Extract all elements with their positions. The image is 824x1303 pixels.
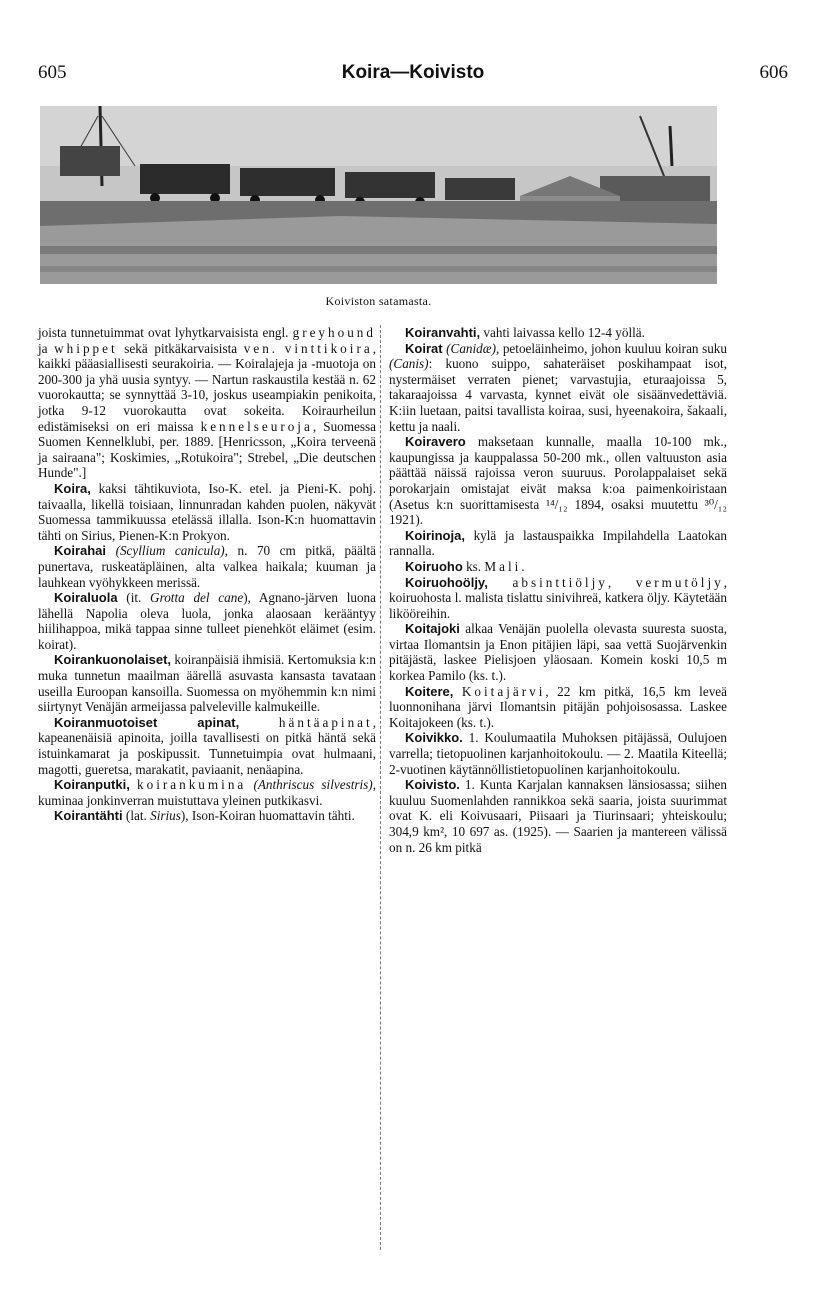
entry-text: whippet [54,340,118,356]
entry-headword: Koiravero [405,434,466,450]
entry-text: Grotta del cane [150,590,244,606]
entry-text: vinttikoira [284,340,373,356]
entry-text: (Canidæ) [446,340,496,356]
photo-caption: Koiviston satamasta. [325,294,432,308]
entry-paragraph [389,621,727,683]
entry-text: kennelseuroja [200,418,313,434]
harbor-photo [40,106,717,284]
entry-headword: Koitere, [405,683,454,699]
entry-text: , 22 km pitkä, 16,5 km leveä luonnonihana järvi Ilomantsin pitäjän pohjoisosassa. Laskee Koitajokeen (ks. t.). [389,683,728,730]
entry-paragraph [389,777,727,855]
entry-paragraph [389,684,727,731]
entry-text: : kuono suippo, sahateräiset poskihampaat isot, nystermäiset verraten pienet; varvastujia, eturaajoissa 5, takaraajoissa 4 varvasta, kynnet eivät ole sisäänvedettäviä. K:iin luetaan, paitsi tavallista koiraa, susi, hyeenakoira, šakaali, kettu ja naali. [389,356,727,434]
entry-text: alkaa Venäjän puolella olevasta suuresta suosta, virtaa Ilomantsin ja Enon pitäjien läpi, saa vettä Suojärvenkin pitäjästä, laskee Pielisjoen yläosaan. Komein koski 10,5 m korkea Pamilo (ks. t.). [389,621,727,684]
entry-text: kylä ja lastauspaikka Impilahdella Laatokan rannalla. [389,527,727,559]
left-column [38,325,376,824]
entry-headword: Koira, [54,480,91,496]
entry-paragraph [38,715,376,777]
entry-paragraph [389,730,727,777]
entry-paragraph [389,559,727,575]
entry-text: ), Ison-Koiran huomattavin tähti. [180,808,355,824]
entry-paragraph [38,590,376,652]
entry-paragraph [38,481,376,543]
entry-text: , n. 70 cm pitkä, päältä punertava, ruskeatäpläinen, alta valkea haikala; kuuman ja lauhkean vyöhykkeen merissä. [38,543,377,590]
entry-text: häntäapinat [278,714,373,730]
entry-paragraph [389,341,727,435]
page-header [38,62,788,88]
entry-paragraph [38,777,376,808]
entry-headword: Koitajoki [405,621,460,637]
entry-text: , kaikki pääasiallisesti seurakoiria. — Koiralajeja ja -muotoja on 200-300 ja yhä uusia syntyy. — Nartun raskaustila kestää n. 62 vuorokautta; se synnyttää 3-10, joskus useampiakin penikoita, jotka 9-12 vuorokautta ovat sokeita. Koiraurheilun edistämiseksi on eri maissa [38,340,376,434]
entry-headword: Koivikko. [405,730,463,746]
entry-text: , [607,574,636,590]
entry-headword: Koirinoja, [405,527,465,543]
entry-text: Mali. [484,558,528,574]
entry-headword: Koivisto. [405,777,460,793]
entry-headword: Koirantähti [54,808,123,824]
page-number-right: 606 [759,62,788,83]
right-column [389,325,727,855]
entry-text: (it. [117,590,151,606]
entry-text: koirankumina [137,777,247,793]
entry-text [239,715,279,730]
entry-text: ), Agnano-järven luona lähellä Napolia oleva luola, jonka alaosaan kerääntyy hiilihappoa, mikä tappaa sinne tulleet pienehköt eläimet (esim. koirat). [38,590,376,652]
entry-text: , kapeanenäisiä apinoita, joilla tavallisesti on pitkä häntä sekä istuinkamarat ja poskipussit. Tunnetuimpia ovat hulmaani, magotti, gueretsa, marakatit, paviaanit, nenäapina. [38,714,376,777]
page-number-left: 605 [38,62,67,83]
entry-text: absinttiöljy [512,574,608,590]
column-divider [380,325,381,1250]
entry-text: ks. [462,558,485,574]
entry-paragraph [38,543,376,590]
entry-paragraph [38,325,376,481]
entry-text: Koitajärvi [461,683,546,699]
entry-text: (Scyllium canicula) [115,543,225,559]
entry-text [453,684,461,699]
entry-text: 1. Kunta Karjalan kannaksen länsiosassa; siihen kuuluu Suomenlahden rannikkoa sekä saaria, joista suurimmat ovat K. eli Koivusaari, Piisaari ja Tiurinsaari; yhteiskoulu; 304,9 km², 10 697 as. (1925). — Saarien ja mantereen välissä on n. 26 km pitkä [389,777,727,855]
entry-headword: Koiraluola [54,590,118,606]
entry-paragraph [389,575,727,622]
entry-paragraph [389,528,727,559]
entry-headword: Koiranmuotoiset apinat, [54,714,240,730]
entry-text: greyhound [292,325,376,340]
entry-text: , kuminaa jonkinverran muistuttava yleinen putkikasvi. [38,777,376,808]
entry-text: (lat. [122,808,151,824]
entry-paragraph [389,325,727,341]
harbor-photo-illustration [40,106,717,284]
entry-text: , koiruohosta l. malista tislattu sinivihreä, katkera öljy. Käytetään likööreihin. [389,574,727,621]
entry-text: kaksi tähtikuviota, Iso-K. etel. ja Pieni-K. pohj. taivaalla, likellä toisiaan, linnunradan kahden puolen, näkyvät Suomessa tammikuussa etelässä illalla. Ison-K:n huomattavin tähti on Sirius, Pienen-K:n Prokyon. [38,480,376,543]
entry-text: ja [38,340,55,356]
entry-paragraph [38,808,376,824]
entry-headword: Koirat [405,340,443,356]
entry-paragraph [389,434,727,528]
entry-text: , petoeläinheimo, johon kuuluu koiran suku [495,340,727,356]
entry-paragraph [38,652,376,714]
entry-headword: Koirahai [54,543,107,559]
entry-text [130,777,137,792]
entry-headword: Koirankuonolaiset, [54,652,172,668]
entry-text: joista tunnetuimmat ovat lyhytkarvaisista engl. [38,325,293,340]
entry-headword: Koiranvahti, [405,325,481,340]
entry-text: maksetaan kunnalle, maalla 10-100 mk., kaupungissa ja kauppalassa 50-200 mk., ollen valtuuston asia päättää näissä rajoissa veron suuruus. Porolappalaiset sekä porokarjain omistajat eivät maksa k:oa paimenkoiristaan (Asetus k:n suorittamisesta ¹⁴/₁₂ 1894, osaksi muutettu ³⁰/₁₂ 1921). [389,434,727,528]
entry-text: vermutöljy [635,574,724,590]
entry-text [106,543,116,558]
entry-text: (Anthriscus silvestris) [253,777,373,793]
entry-text: , Suomessa Suomen Kennelklubi, per. 1889. [Henricsson, „Koira terveenä ja sairaana"; Koskimies, „Rotukoira"; Strebel, „Die deutschen Hunde".] [38,418,377,481]
entry-text: koiranpäisiä ihmisiä. Kertomuksia k:n muka tunnetun maailman äärellä asuvasta kansasta tavataan useilla Euroopan kansoilla. Suomessa on myöhemmin k:n nimi siirtynyt Venäjän armeijassa palveleville kalmukeille. [38,652,376,715]
entry-headword: Koiruoho [405,558,463,574]
entry-text: 1. Koulumaatila Muhoksen pitäjässä, Oulujoen varrella; tietopuolinen karjanhoitokoulu. — 2. Maatila Kiteellä; 2-vuotinen käytännöllistietopuolinen karjanhoitokoulu. [389,730,727,777]
running-title: Koira—Koivisto [341,62,485,83]
entry-text: ven. [243,340,279,356]
entry-text [278,341,285,356]
entry-text: Sirius [150,808,181,824]
entry-headword: Koiranputki, [54,777,130,793]
entry-text: sekä pitkäkarvaisista [117,340,244,356]
entry-text [488,575,513,590]
entry-text: (Canis) [389,356,429,372]
entry-text: vahti laivassa kello 12-4 yöllä. [480,325,645,340]
entry-headword: Koiruohoöljy, [405,574,488,590]
